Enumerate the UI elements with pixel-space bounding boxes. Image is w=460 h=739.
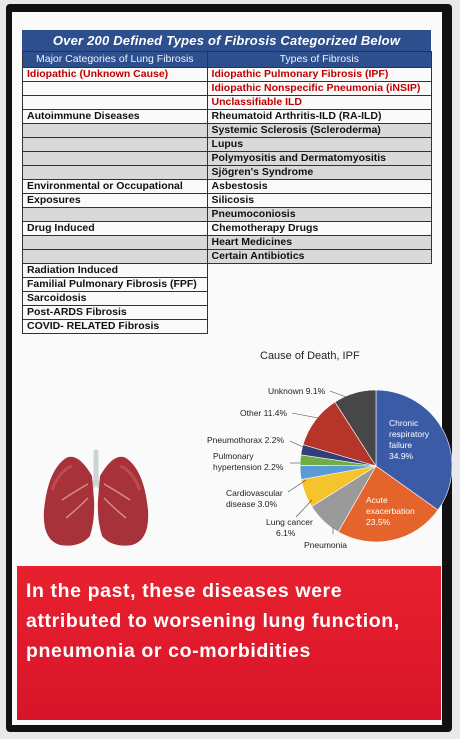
label-other: Other 11.4% (240, 408, 288, 418)
bottom-banner (17, 566, 441, 720)
lungs-icon (44, 452, 148, 546)
type-cell: Silicosis (207, 194, 431, 208)
category-cell: Environmental or Occupational (23, 180, 208, 194)
category-cell: Autoimmune Diseases (23, 110, 208, 124)
label-unknown: Unknown 9.1% (268, 386, 326, 396)
label-acute-1: Acute (366, 495, 388, 505)
label-chronic-2: respiratory (389, 429, 430, 439)
banner-text: In the past, these diseases were attributed to worsening lung function, pneumonia or co-morbidities (26, 580, 400, 662)
category-cell: Idiopathic (Unknown Cause) (23, 68, 208, 82)
category-cell: Sarcoidosis (23, 292, 208, 306)
category-cell: Post-ARDS Fibrosis (23, 306, 208, 320)
label-cardio-2: disease 3.0% (226, 499, 278, 509)
type-cell: Rheumatoid Arthritis-ILD (RA-ILD) (207, 110, 431, 124)
label-chronic-4: 34.9% (389, 451, 414, 461)
label-chronic-3: failure (389, 440, 413, 450)
type-cell: Sjögren's Syndrome (207, 166, 431, 180)
category-cell: COVID- RELATED Fibrosis (23, 320, 208, 334)
type-cell: Polymyositis and Dermatomyositis (207, 152, 431, 166)
label-lung-cancer-1: Lung cancer (266, 517, 313, 527)
label-pulm-htn-1: Pulmonary (213, 451, 254, 461)
label-chronic-1: Chronic (389, 418, 419, 428)
header-categories: Major Categories of Lung Fibrosis (23, 52, 208, 68)
label-pneumothorax: Pneumothorax 2.2% (207, 435, 285, 445)
type-cell: Chemotherapy Drugs (207, 222, 431, 236)
label-acute-3: 23.5% (366, 517, 391, 527)
category-cell: Drug Induced (23, 222, 208, 236)
category-cell: Exposures (23, 194, 208, 208)
label-cardio-1: Cardiovascular (226, 488, 283, 498)
label-lung-cancer-2: 6.1% (276, 528, 296, 538)
poster-title: Over 200 Defined Types of Fibrosis Categorized Below (22, 30, 431, 51)
type-cell: Asbestosis (207, 180, 431, 194)
header-types: Types of Fibrosis (207, 52, 431, 68)
pie-chart-title: Cause of Death, IPF (260, 350, 360, 362)
type-cell: Idiopathic Nonspecific Pneumonia (iNSIP) (207, 82, 431, 96)
type-cell: Certain Antibiotics (207, 250, 431, 264)
type-cell: Unclassifiable ILD (207, 96, 431, 110)
label-acute-2: exacerbation (366, 506, 415, 516)
label-pneumonia: Pneumonia (304, 540, 348, 550)
type-cell: Lupus (207, 138, 431, 152)
type-cell: Systemic Sclerosis (Scleroderma) (207, 124, 431, 138)
category-cell: Familial Pulmonary Fibrosis (FPF) (23, 278, 208, 292)
type-cell: Idiopathic Pulmonary Fibrosis (IPF) (207, 68, 431, 82)
category-cell: Radiation Induced (23, 264, 208, 278)
label-pulm-htn-2: hypertension 2.2% (213, 462, 284, 472)
type-cell: Heart Medicines (207, 236, 431, 250)
type-cell: Pneumoconiosis (207, 208, 431, 222)
